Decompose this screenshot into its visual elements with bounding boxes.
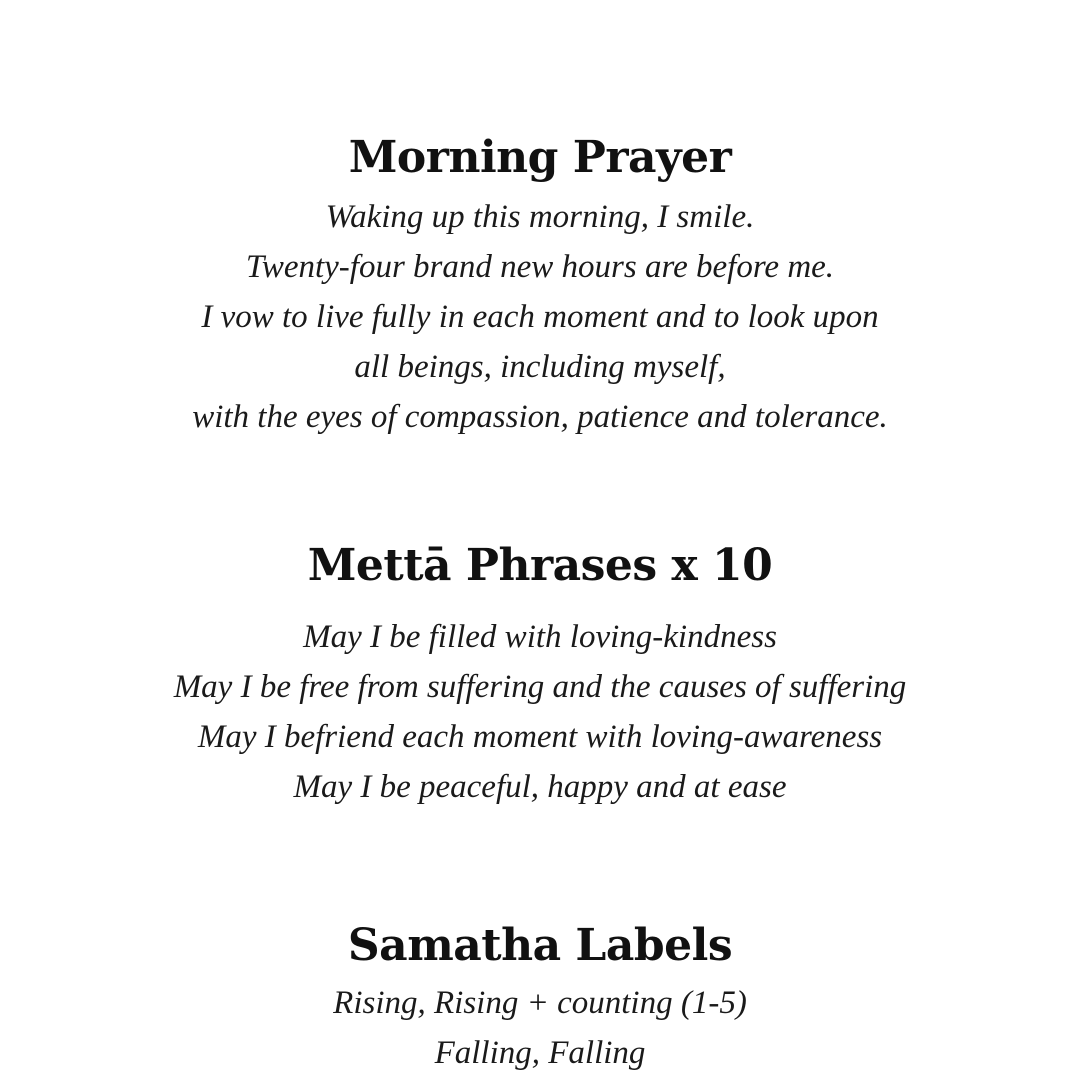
morning-prayer-line: I vow to live fully in each moment and to look upon [201, 299, 879, 335]
samatha-label-line: Rising, Rising + counting (1-5) [333, 985, 747, 1021]
metta-phrases-title: Mettā Phrases x 10 [307, 540, 773, 591]
morning-prayer-lines [0, 192, 1080, 442]
samatha-labels-title: Samatha Labels [347, 920, 733, 971]
metta-phrase-line: May I be filled with loving-kindness [303, 619, 777, 655]
morning-prayer-section [0, 132, 1080, 442]
morning-prayer-line: all beings, including myself, [354, 349, 726, 385]
samatha-labels-lines [0, 978, 1080, 1078]
metta-phrase-line: May I be peaceful, happy and at ease [293, 769, 787, 805]
morning-prayer-title: Morning Prayer [348, 132, 732, 183]
metta-phrase-line: May I befriend each moment with loving-awareness [197, 719, 883, 755]
morning-prayer-line: Twenty-four brand new hours are before me. [245, 249, 835, 285]
metta-phrase-line: May I be free from suffering and the causes of suffering [173, 669, 907, 705]
morning-prayer-line: with the eyes of compassion, patience and tolerance. [192, 399, 888, 435]
samatha-label-line: Falling, Falling [434, 1035, 646, 1071]
samatha-labels-section [0, 920, 1080, 1078]
metta-phrases-section [0, 540, 1080, 812]
morning-prayer-line: Waking up this morning, I smile. [325, 199, 755, 235]
metta-phrases-lines [0, 612, 1080, 812]
